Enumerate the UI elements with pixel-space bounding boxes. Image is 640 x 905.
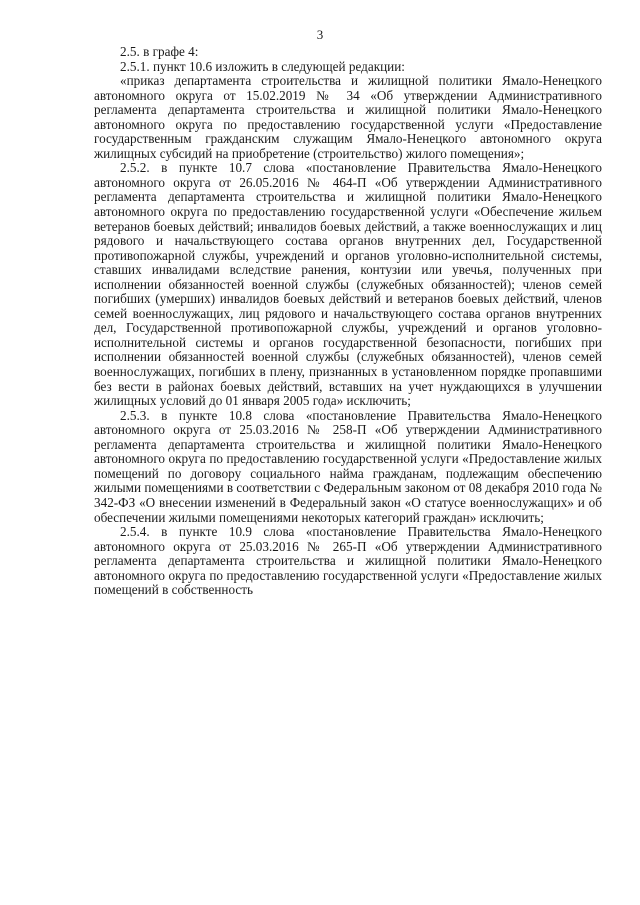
paragraph-item-2-5-4: 2.5.4. в пункте 10.9 слова «постановление Правительства Ямало-Ненецкого автономного округа от 25.03.2016 № 265-П «Об утверждении Административного регламента департамента строительства и жилищной политики Ямало-Ненецкого автономного округа по предоставлению государственной услуги «Предоставление жилых помещений в собственность bbox=[94, 524, 602, 598]
paragraph-item-2-5-1-text: «приказ департамента строительства и жилищной политики Ямало-Ненецкого автономного округа от 15.02.2019 № 34 «Об утверждении Административного регламента департамента строительства и жилищной политики Ямало-Ненецкого автономного округа по предоставлению государственной услуги «Предоставление государственным гражданским служащим Ямало-Ненецкого автономного округа жилищных субсидий на приобретение (строительство) жилого помещения»; bbox=[94, 73, 602, 161]
paragraph-item-2-5-1: 2.5.1. пункт 10.6 изложить в следующей редакции: bbox=[120, 58, 405, 74]
document-body bbox=[94, 45, 602, 598]
page-number: 3 bbox=[316, 27, 324, 42]
paragraph-item-2-5-3: 2.5.3. в пункте 10.8 слова «постановление Правительства Ямало-Ненецкого автономного округа от 25.03.2016 № 258-П «Об утверждении Административного регламента департамента строительства и жилищной политики Ямало-Ненецкого автономного округа по предоставлению государственной услуги «Предоставление жилых помещений по договору социального найма гражданам, подлежащим обеспечению жилыми помещениями в соответствии с Федеральным законом от 08 декабря 2010 года № 342-ФЗ «О внесении изменений в Федеральный закон «О статусе военнослужащих» и об обеспечении жилыми помещениями некоторых категорий граждан» исключить; bbox=[94, 407, 602, 525]
paragraph-section-2-5-header: 2.5. в графе 4: bbox=[120, 44, 199, 59]
paragraph-item-2-5-2: 2.5.2. в пункте 10.7 слова «постановление Правительства Ямало-Ненецкого автономного округа от 26.05.2016 № 464-П «Об утверждении Административного регламента департамента строительства и жилищной политики Ямало-Ненецкого автономного округа по предоставлению государственной услуги «Обеспечение жильем ветеранов боевых действий; инвалидов боевых действий, а также военнослужащих и лиц рядового и начальствующего состава органов внутренних дел, Государственной противопожарной службы, учреждений и органов уголовно-исполнительной системы, ставших инвалидами вследствие ранения, контузии или увечья, полученных при исполнении обязанностей военной службы (служебных обязанностей); членов семей погибших (умерших) инвалидов боевых действий и ветеранов боевых действий, членов семей военнослужащих, лиц рядового и начальствующего состава органов внутренних дел, Государственной противопожарной службы, учреждений и органов уголовно-исполнительной системы и органов государственной безопасности, погибших при исполнении обязанностей военной службы (служебных обязанностей), членов семей военнослужащих, погибших в плену, признанных в установленном порядке пропавшими без вести в районах боевых действий, вставших на учет нуждающихся в улучшении жилищных условий до 01 января 2005 года» исключить; bbox=[94, 160, 602, 409]
